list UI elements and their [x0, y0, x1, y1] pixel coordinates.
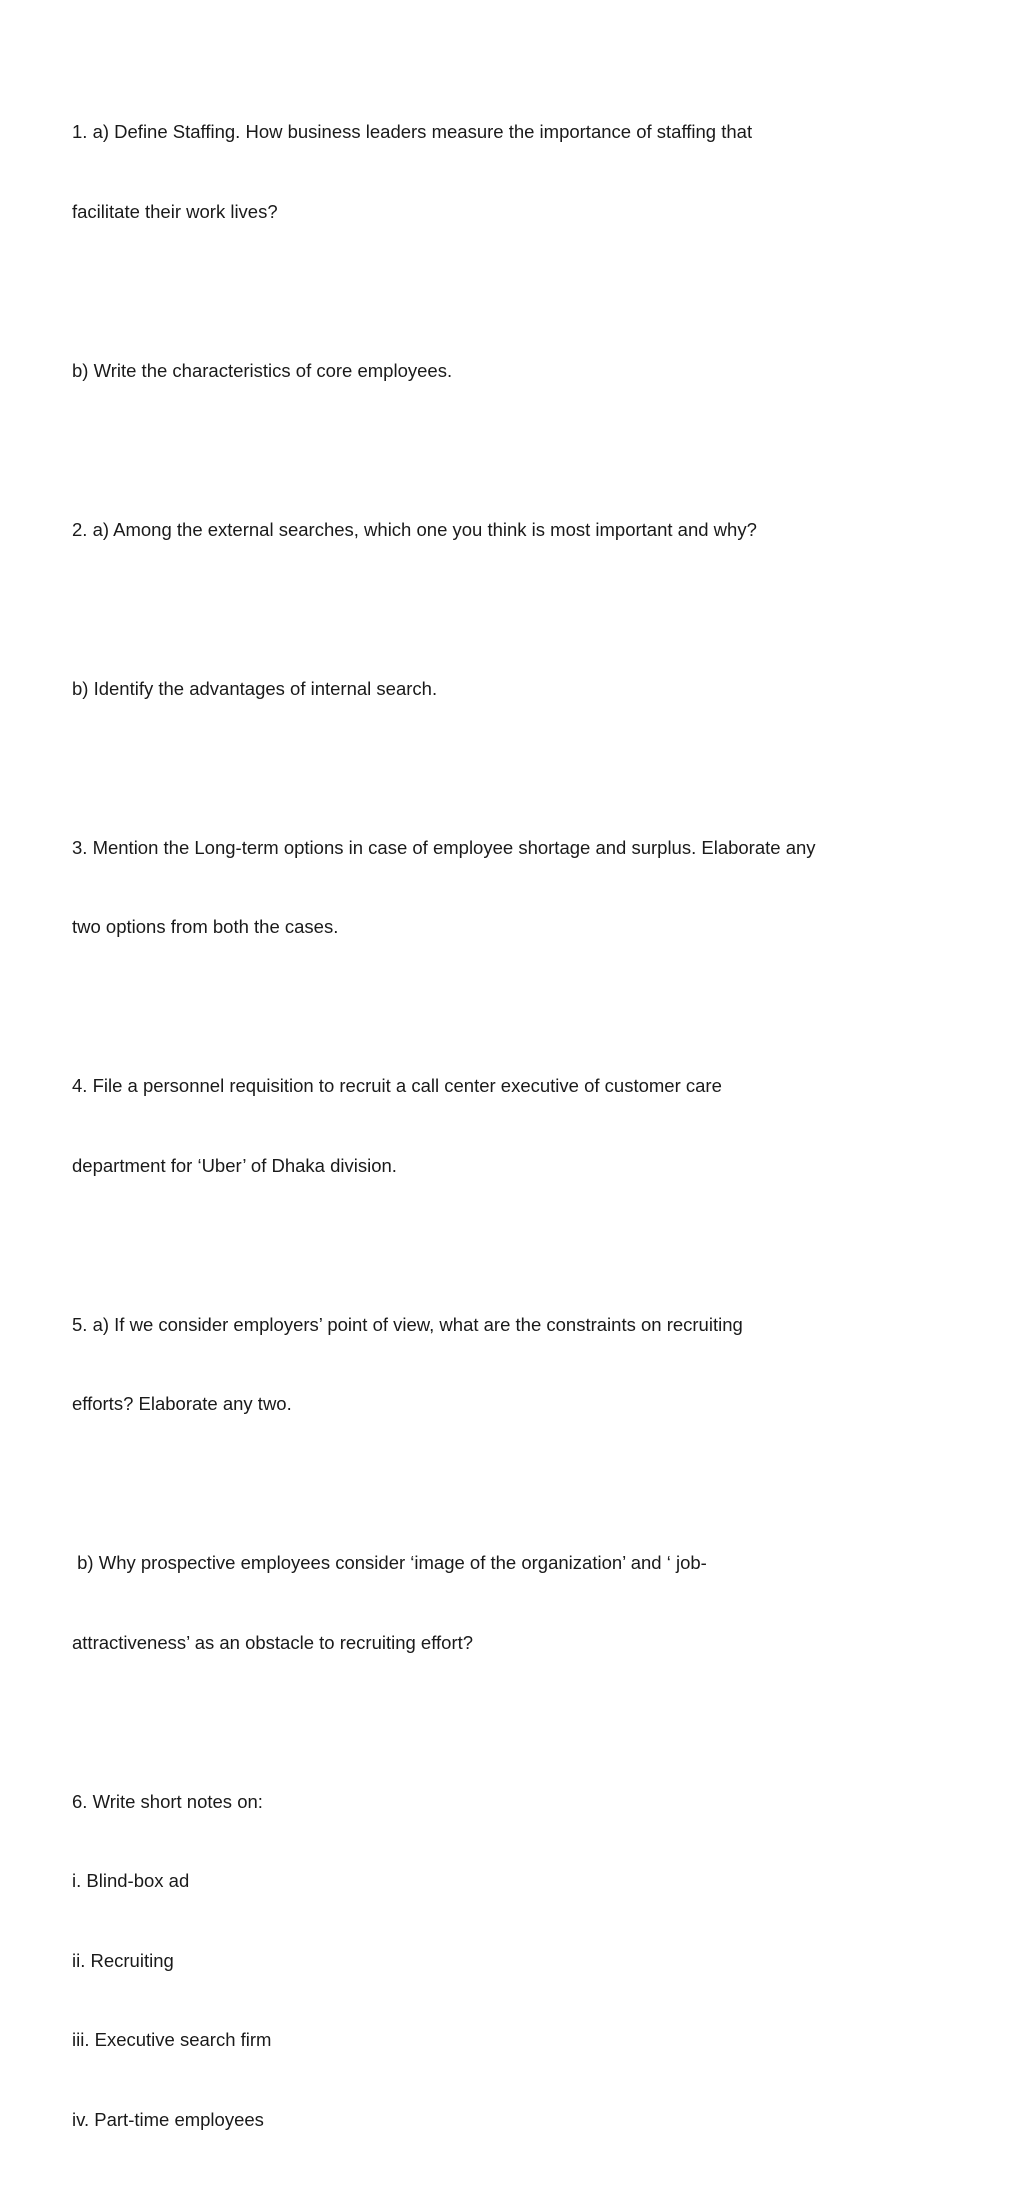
list-item: i. Blind-box ad: [72, 1868, 972, 1895]
question-5a: [72, 1259, 972, 1471]
text-line: 1. a) Define Staffing. How business leaders measure the importance of staffing that: [72, 119, 972, 146]
question-1a: [72, 66, 972, 278]
text-line: 5. a) If we consider employers’ point of view, what are the constraints on recruiting: [72, 1312, 972, 1339]
list-item: iv. Part-time employees: [72, 2107, 972, 2134]
text-line: two options from both the cases.: [72, 914, 972, 941]
list-item: iii. Executive search firm: [72, 2027, 972, 2054]
question-1b: [72, 305, 972, 438]
text-line: department for ‘Uber’ of Dhaka division.: [72, 1153, 972, 1180]
question-5b: [72, 1497, 972, 1709]
question-2b: [72, 623, 972, 756]
text-line: b) Write the characteristics of core employees.: [72, 358, 972, 385]
text-line: 4. File a personnel requisition to recruit a call center executive of customer care: [72, 1073, 972, 1100]
text-line: 2. a) Among the external searches, which one you think is most important and why?: [72, 517, 972, 544]
question-6: [72, 1736, 972, 2186]
text-line: 6. Write short notes on:: [72, 1789, 972, 1816]
text-line: b) Identify the advantages of internal search.: [72, 676, 972, 703]
question-3: [72, 782, 972, 994]
question-2a: [72, 464, 972, 597]
question-4: [72, 1020, 972, 1232]
text-line: attractiveness’ as an obstacle to recruiting effort?: [72, 1630, 972, 1657]
list-item: ii. Recruiting: [72, 1948, 972, 1975]
question-document: [72, 66, 972, 2186]
text-line: b) Why prospective employees consider ‘image of the organization’ and ‘ job-: [72, 1550, 972, 1577]
text-line: facilitate their work lives?: [72, 199, 972, 226]
text-line: efforts? Elaborate any two.: [72, 1391, 972, 1418]
text-line: 3. Mention the Long-term options in case of employee shortage and surplus. Elaborate any: [72, 835, 972, 862]
